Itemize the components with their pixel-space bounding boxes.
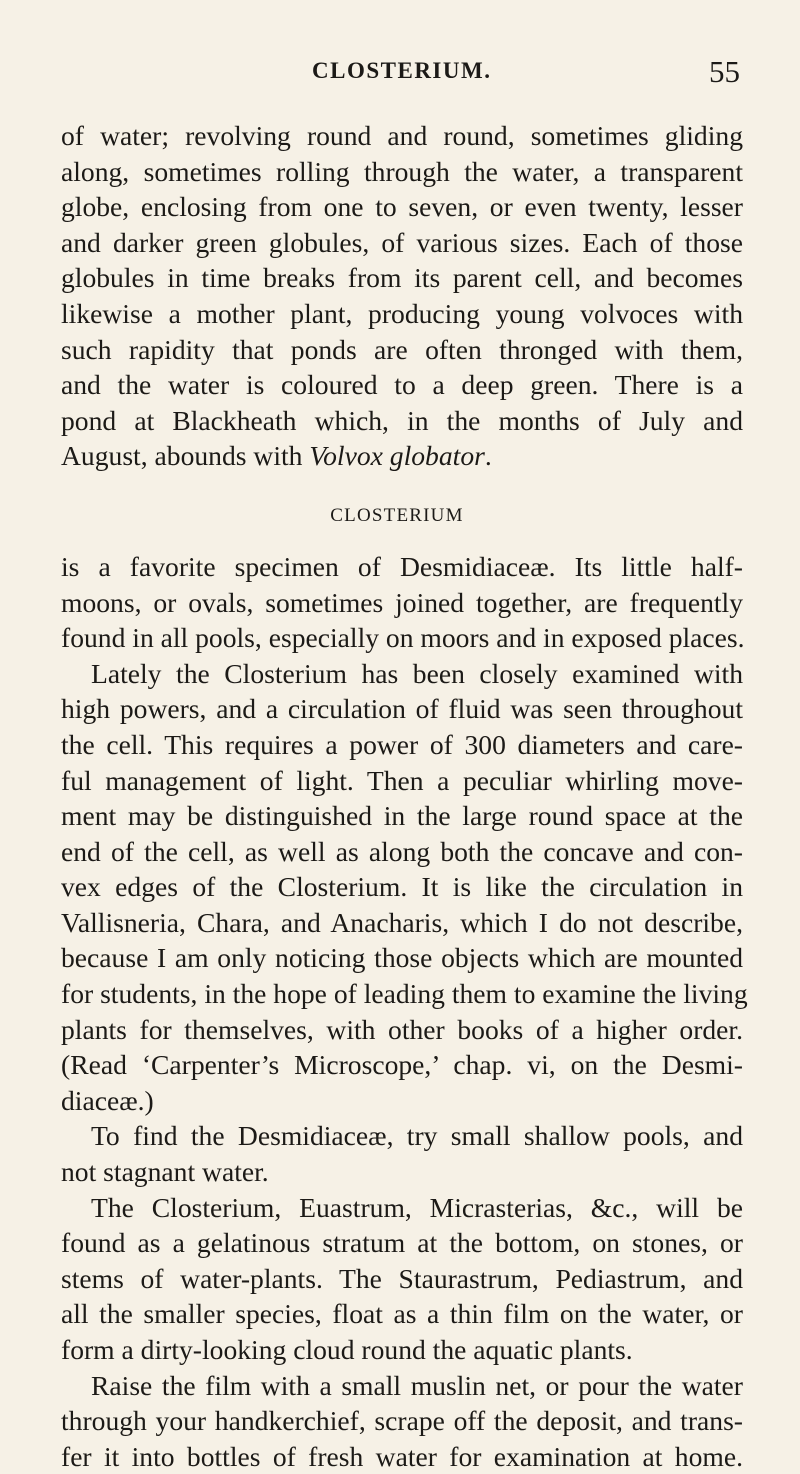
text-line: form a dirty-looking cloud round the aquatic plants. bbox=[61, 1334, 633, 1365]
text-span: . bbox=[484, 440, 492, 472]
text-line: the cell. This requires a power of 300 diameters and care- bbox=[61, 728, 743, 760]
text-line: moons, or ovals, sometimes joined together, are frequently bbox=[61, 586, 743, 618]
paragraph-species bbox=[61, 1190, 743, 1368]
text-line: fer it into bottles of fresh water for examination at home. bbox=[61, 1440, 743, 1472]
section-heading: CLOSTERIUM bbox=[330, 504, 464, 526]
text-line: globules in time breaks from its parent cell, and becomes bbox=[61, 262, 743, 294]
text-line: ful management of light. Then a peculiar whirling move- bbox=[61, 764, 743, 796]
text-line: plants for themselves, with other books of a higher order. bbox=[61, 1013, 743, 1045]
text-line: found in all pools, especially on moors and in exposed places. bbox=[61, 622, 745, 654]
text-line: globe, enclosing from one to seven, or even twenty, lesser bbox=[61, 191, 743, 223]
text-line: (Read ‘Carpenter’s Microscope,’ chap. vi, on the Desmi- bbox=[61, 1049, 743, 1081]
text-line: is a favorite specimen of Desmidiaceæ. Its little half- bbox=[61, 550, 743, 582]
paragraph-volvox bbox=[61, 118, 743, 474]
paragraph-collection bbox=[61, 1368, 743, 1474]
text-line: ment may be distinguished in the large round space at the bbox=[61, 800, 743, 832]
text-line: for students, in the hope of leading them to examine the living bbox=[61, 978, 748, 1010]
text-line: because I am only noticing those objects which are mounted bbox=[61, 942, 743, 974]
text-line: and darker green globules, of various sizes. Each of those bbox=[61, 226, 743, 258]
text-line: not stagnant water. bbox=[61, 1156, 269, 1188]
text-line: stems of water-plants. The Staurastrum, Pediastrum, and bbox=[61, 1262, 743, 1294]
text-line: Raise the film with a small muslin net, or pour the water bbox=[91, 1369, 743, 1401]
paragraph-closterium bbox=[61, 549, 748, 1119]
text-line: likewise a mother plant, producing young volvoces with bbox=[61, 297, 743, 329]
text-line: such rapidity that ponds are often thronged with them, bbox=[61, 333, 743, 365]
text-line: through your handkerchief, scrape off the deposit, and trans- bbox=[61, 1405, 743, 1437]
text-line: Lately the Closterium has been closely examined with bbox=[91, 657, 743, 689]
running-title: CLOSTERIUM. bbox=[312, 58, 492, 83]
text-line: diaceæ.) bbox=[61, 1084, 154, 1116]
text-line: end of the cell, as well as along both the concave and con- bbox=[61, 835, 743, 867]
text-line: vex edges of the Closterium. It is like the circulation in bbox=[61, 871, 743, 903]
body-text bbox=[61, 118, 748, 1474]
text-line: and the water is coloured to a deep green. There is a bbox=[61, 369, 743, 401]
running-head bbox=[0, 54, 800, 98]
text-span: August, abounds with bbox=[61, 440, 310, 472]
text-line: To find the Desmidiaceæ, try small shallow pools, and bbox=[91, 1120, 743, 1152]
paragraph-finding bbox=[61, 1118, 743, 1189]
text-line: found as a gelatinous stratum at the bottom, on stones, or bbox=[61, 1227, 743, 1259]
text-line: pond at Blackheath which, in the months of July and bbox=[61, 404, 743, 436]
text-line: of water; revolving round and round, sometimes gliding bbox=[61, 120, 743, 151]
text-line: The Closterium, Euastrum, Micrasterias, &c., will be bbox=[91, 1191, 743, 1223]
text-line bbox=[61, 438, 743, 474]
text-line: all the smaller species, float as a thin film on the water, or bbox=[61, 1298, 743, 1330]
text-line: high powers, and a circulation of fluid was seen throughout bbox=[61, 693, 743, 725]
text-line: along, sometimes rolling through the water, a transparent bbox=[61, 155, 743, 187]
text-line: Vallisneria, Chara, and Anacharis, which I do not describe, bbox=[61, 906, 743, 938]
page-number: 55 bbox=[709, 54, 740, 89]
species-name: Volvox globator bbox=[309, 440, 485, 472]
